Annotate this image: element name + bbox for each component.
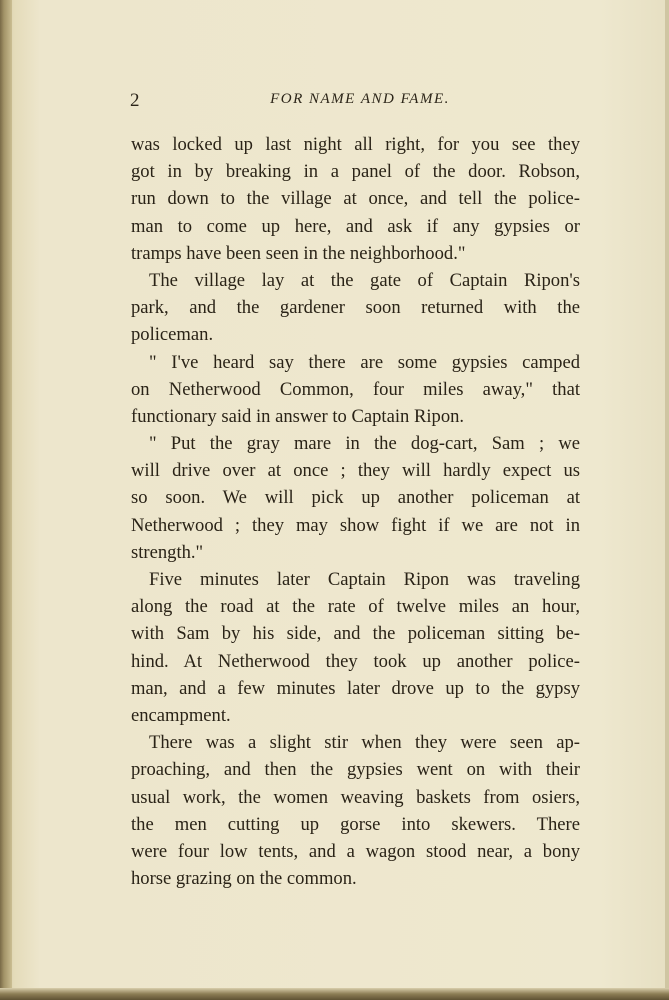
text-line: encampment. bbox=[131, 704, 231, 726]
text-line: horse grazing on the common. bbox=[131, 868, 357, 890]
text-line: proaching, and then the gypsies went on with their bbox=[131, 759, 580, 781]
text-line: " I've heard say there are some gypsies camped bbox=[149, 351, 580, 373]
text-line: will drive over at once ; they will hardly expect us bbox=[131, 460, 580, 482]
binding-edge bbox=[0, 0, 12, 1000]
text-line: There was a slight stir when they were seen ap- bbox=[149, 732, 580, 754]
text-line: got in by breaking in a panel of the door. Robson, bbox=[131, 161, 580, 183]
text-line: on Netherwood Common, four miles away," that bbox=[131, 378, 580, 400]
page-number: 2 bbox=[130, 90, 140, 111]
text-line: with Sam by his side, and the policeman sitting be- bbox=[131, 623, 580, 645]
text-line: were four low tents, and a wagon stood near, a bony bbox=[131, 840, 580, 862]
text-line: hind. At Netherwood they took up another police- bbox=[131, 650, 580, 672]
page-right-edge bbox=[665, 0, 669, 1000]
text-line: " Put the gray mare in the dog-cart, Sam ; we bbox=[149, 433, 580, 455]
text-line: Netherwood ; they may show fight if we are not in bbox=[131, 514, 580, 536]
text-line: functionary said in answer to Captain Ripon. bbox=[131, 405, 465, 427]
text-line: policeman. bbox=[131, 324, 214, 346]
text-line: along the road at the rate of twelve miles an hour, bbox=[131, 596, 580, 618]
text-line: man, and a few minutes later drove up to the gypsy bbox=[131, 677, 580, 699]
text-line: the men cutting up gorse into skewers. There bbox=[131, 813, 580, 835]
text-line: run down to the village at once, and tell the police- bbox=[131, 188, 580, 210]
page-bottom-edge bbox=[0, 988, 669, 1000]
text-line: usual work, the women weaving baskets from osiers, bbox=[131, 786, 580, 808]
text-line: tramps have been seen in the neighborhood." bbox=[131, 242, 466, 264]
text-line: man to come up here, and ask if any gypsies or bbox=[131, 215, 580, 237]
text-line: was locked up last night all right, for you see they bbox=[131, 134, 580, 155]
text-line: so soon. We will pick up another policeman at bbox=[131, 487, 580, 509]
running-head: FOR NAME AND FAME. bbox=[270, 91, 450, 107]
page-header bbox=[130, 90, 580, 114]
body-text bbox=[131, 131, 580, 892]
text-line: The village lay at the gate of Captain Ripon's bbox=[149, 269, 580, 291]
text-line: Five minutes later Captain Ripon was traveling bbox=[149, 569, 580, 590]
text-line: park, and the gardener soon returned with the bbox=[131, 297, 580, 319]
text-line: strength." bbox=[131, 541, 204, 563]
